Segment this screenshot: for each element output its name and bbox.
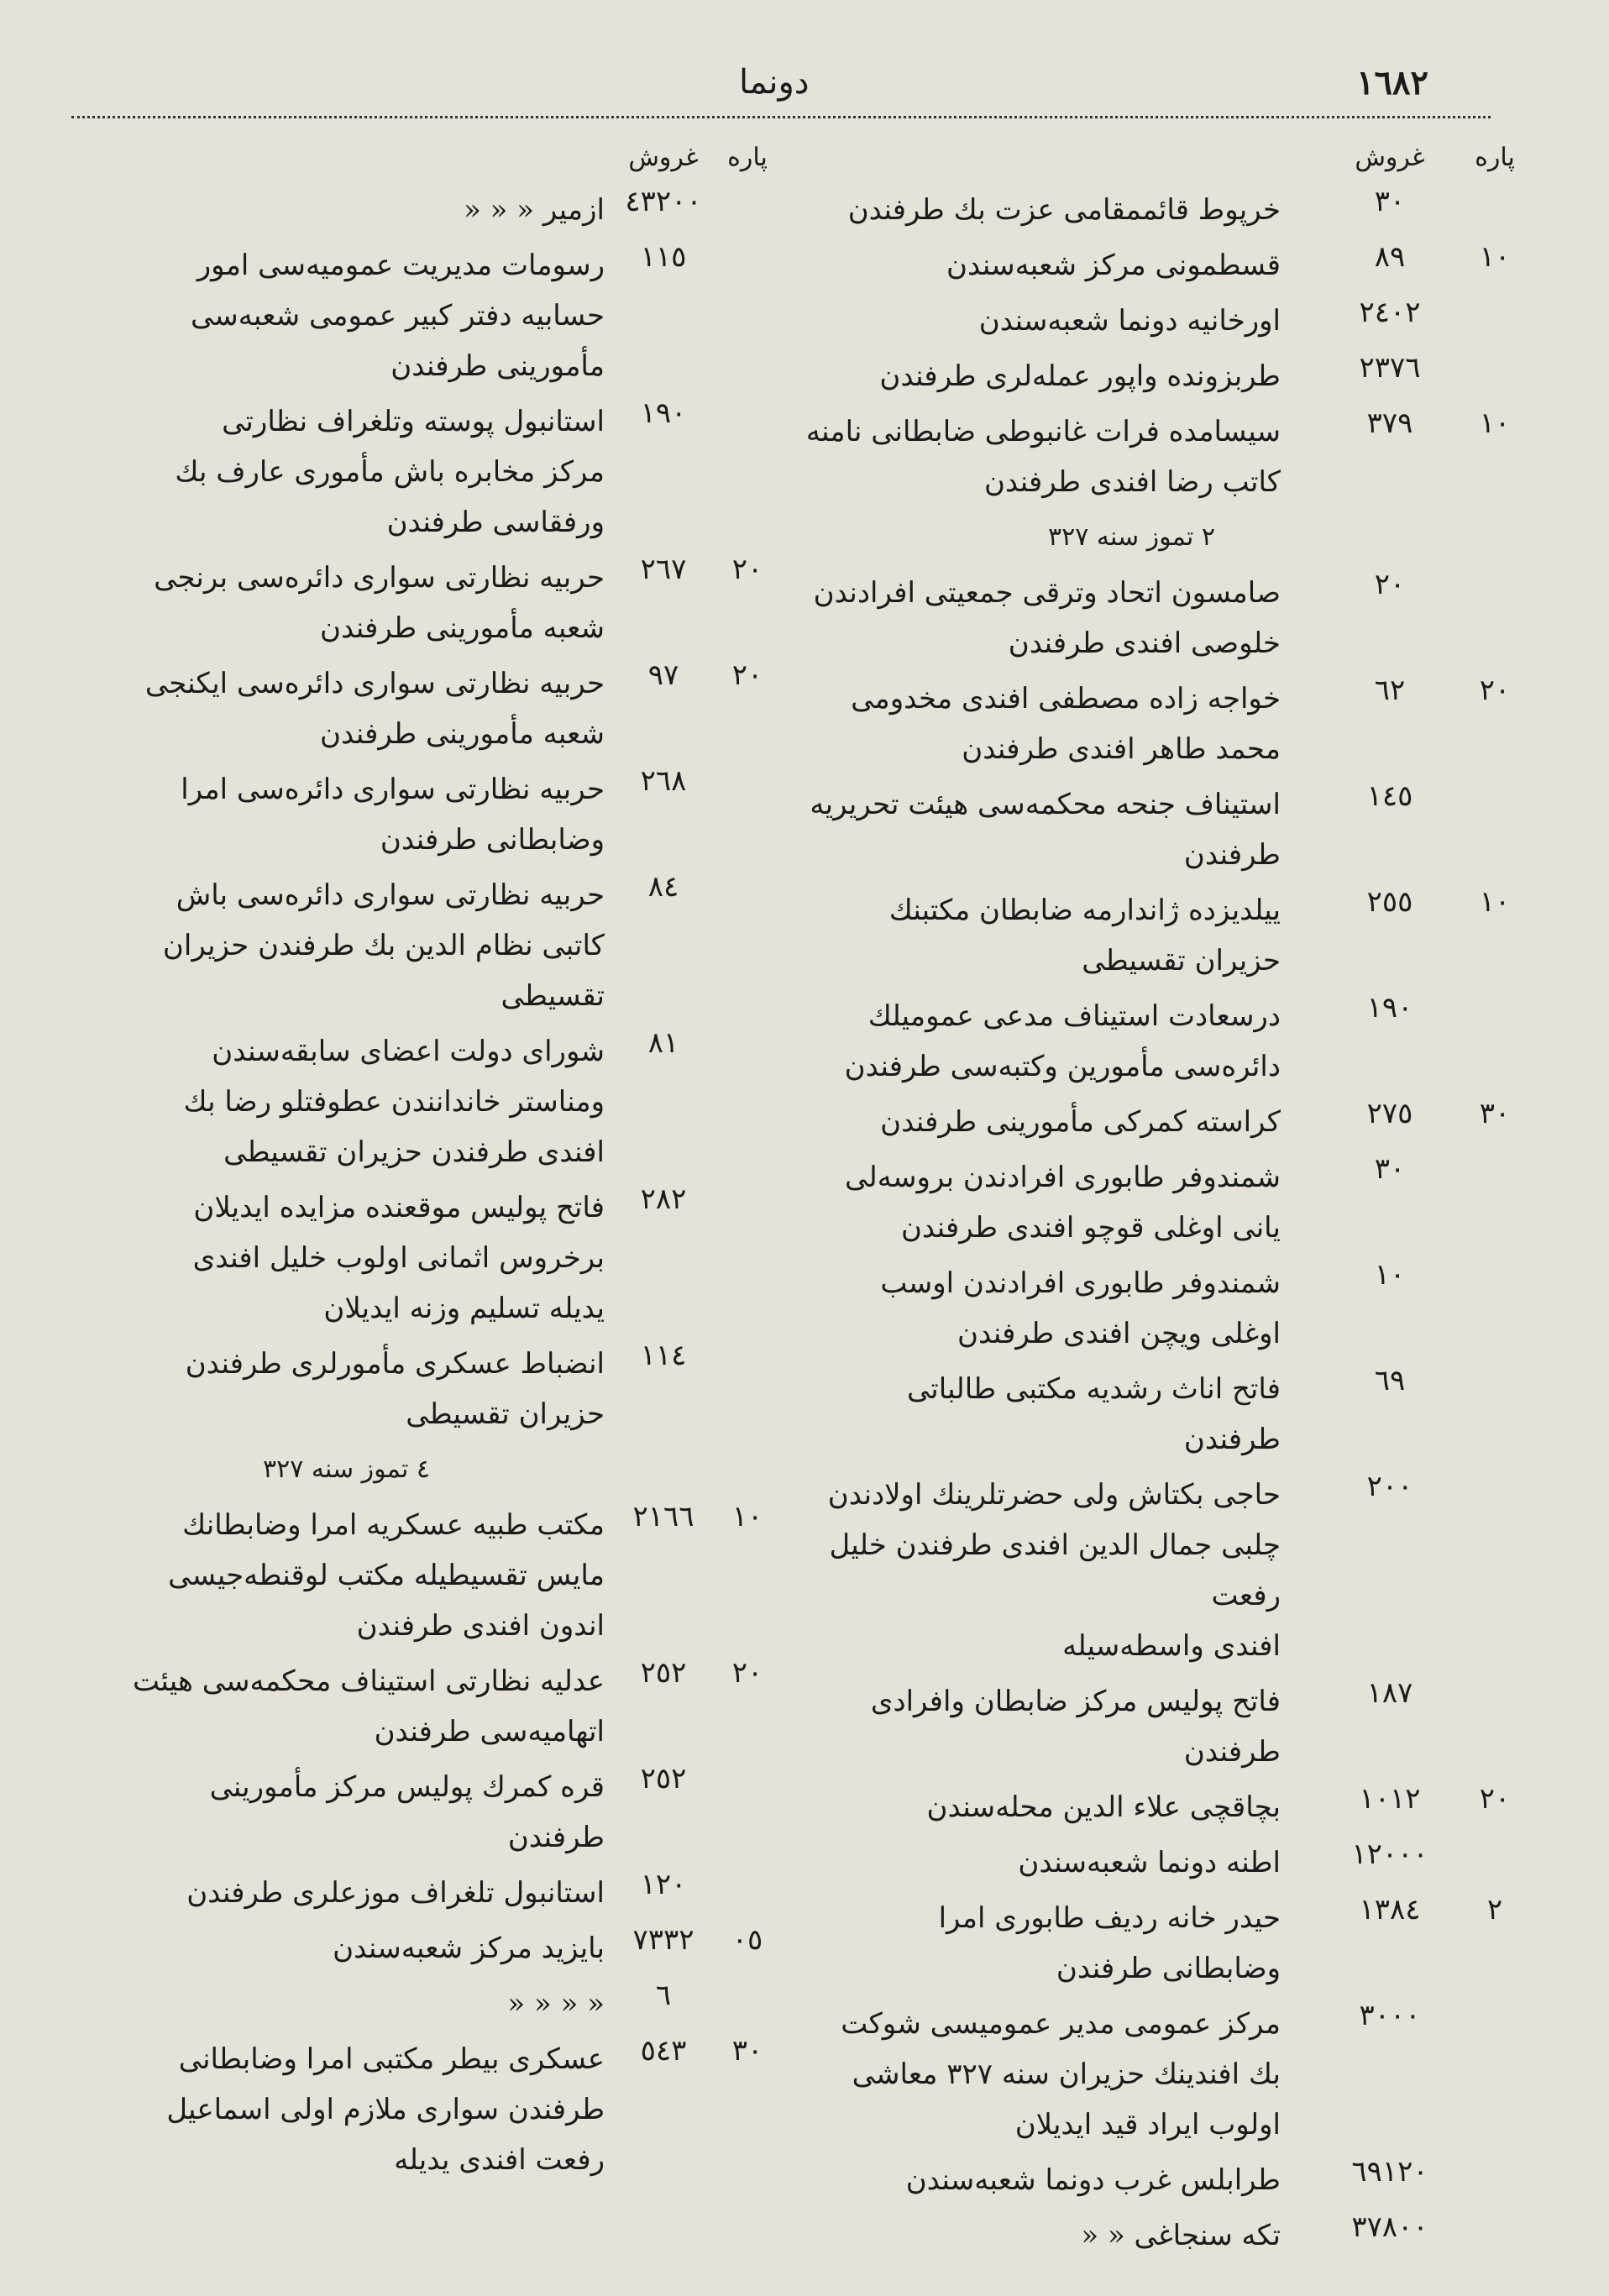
para-amount: ٢٠ bbox=[1479, 674, 1511, 707]
ledger-entry bbox=[88, 240, 773, 391]
entry-description: طربزونده واپور عمله‌لری طرفندن bbox=[879, 359, 1281, 393]
para-amount: ١٠ bbox=[1479, 240, 1511, 274]
entry-description: حاجی بکتاش ولی حضرتلرینك اولادندن چلبی جمال الدین افندی طرفندن خلیل رفعت افندی واسطه‌سیله bbox=[827, 1478, 1281, 1663]
gurush-amount: ٣٠٠٠ bbox=[1359, 1999, 1421, 2032]
gurush-amount: ١٠ bbox=[1374, 1258, 1406, 1292]
ledger-entry bbox=[802, 406, 1511, 507]
ledger-entry bbox=[802, 1676, 1461, 1777]
entry-description: بایزید مرکز شعبه‌سندن bbox=[333, 1932, 605, 1965]
gurush-amount: ٦٩١٢٠ bbox=[1351, 2155, 1428, 2189]
gurush-amount: ١٣٨٤ bbox=[1359, 1893, 1421, 1926]
ledger-entry bbox=[802, 2210, 1461, 2261]
header-rule bbox=[71, 116, 1491, 118]
entry-description: شمندوفر طابوری افرادندن اوسب اوغلی ویچن افندی طرفندن bbox=[880, 1266, 1281, 1350]
entry-description: خواجه زاده مصطفی افندی مخدومی محمد طاهر افندی طرفندن bbox=[851, 682, 1281, 766]
para-amount: ٢٠ bbox=[731, 1656, 763, 1690]
ledger-entry bbox=[88, 1182, 773, 1334]
gurush-amount: ٢١٦٦ bbox=[632, 1500, 694, 1533]
date-text: ٤ تموز سنه ٣٢٧ bbox=[262, 1455, 431, 1484]
gurush-amount: ٧٣٣٢ bbox=[632, 1923, 694, 1957]
entry-description: مکتب طبیه عسکریه امرا وضابطانك مایس تقسیطیله مکتب لوقنطه‌جیسی اندون افندی طرفندن bbox=[168, 1508, 605, 1643]
ledger-entry bbox=[802, 1999, 1461, 2150]
date-text: ٢ تموز سنه ٣٢٧ bbox=[1047, 522, 1216, 552]
entry-description: اورخانیه دونما شعبه‌سندن bbox=[978, 304, 1281, 338]
gurush-amount: ٨٩ bbox=[1374, 240, 1406, 274]
gurush-amount: ٣٠ bbox=[1374, 185, 1406, 218]
entry-description: فاتح پولیس موقعنده مزایده ایدیلان برخروس اثمانی اولوب خلیل افندی یدیله تسلیم وزنه ایدیلان bbox=[192, 1191, 605, 1325]
ledger-entry bbox=[802, 568, 1461, 668]
entry-description: بچاقچی علاء الدین محله‌سندن bbox=[926, 1790, 1281, 1824]
left-column bbox=[88, 143, 773, 2190]
entry-description: رسومات مدیریت عمومیه‌سی امور حسابیه دفتر کبیر عمومی شعبه‌سی مأمورینی طرفندن bbox=[190, 249, 605, 383]
para-amount: ٣٠ bbox=[731, 2034, 763, 2068]
gurush-amount: ٣٠ bbox=[1374, 1152, 1406, 1186]
page-number: ١٦٨٢ bbox=[1356, 63, 1428, 102]
para-header: پاره bbox=[1475, 143, 1515, 172]
ledger-entry bbox=[88, 1656, 773, 1757]
right-column-header bbox=[802, 143, 1515, 185]
entry-description: حربیه نظارتی سواری دائره‌سی باش کاتبی نظام الدین بك طرفندن حزیران تقسیطی bbox=[162, 878, 605, 1013]
gurush-header: غروش bbox=[1355, 143, 1425, 172]
gurush-amount: ٢٠ bbox=[1374, 568, 1406, 601]
entry-description: شورای دولت اعضای سابقه‌سندن ومناستر خاندانندن عطوفتلو رضا بك افندی طرفندن حزیران تقسیطی bbox=[183, 1035, 605, 1169]
gurush-amount: ٢٠٠ bbox=[1366, 1470, 1413, 1503]
ledger-entry bbox=[802, 185, 1461, 235]
ledger-entry bbox=[802, 2155, 1461, 2205]
gurush-amount: ١٨٧ bbox=[1366, 1676, 1413, 1710]
gurush-amount: ٥٤٣ bbox=[640, 2034, 687, 2068]
ledger-entry bbox=[88, 764, 773, 865]
gurush-amount: ٢٥٥ bbox=[1366, 885, 1413, 919]
entry-description: درسعادت استیناف مدعی عمومیلك دائره‌سی مأمورین وکتبه‌سی طرفندن bbox=[844, 999, 1281, 1083]
gurush-amount: ٤٣٢٠٠ bbox=[625, 185, 702, 218]
ledger-entry bbox=[88, 658, 773, 759]
entry-description: حیدر خانه ردیف طابوری امرا وضابطانی طرفندن bbox=[938, 1901, 1281, 1985]
entry-description: استانبول پوسته وتلغراف نظارتی مرکز مخابره باش مأموری عارف بك ورفقاسی طرفندن bbox=[175, 405, 605, 539]
gurush-amount: ٢٨٢ bbox=[640, 1182, 687, 1216]
entry-description: حربیه نظارتی سواری دائره‌سی امرا وضابطانی طرفندن bbox=[181, 773, 605, 857]
entry-description: شمندوفر طابوری افرادندن بروسه‌لی یانی اوغلی قوچو افندی طرفندن bbox=[845, 1161, 1281, 1245]
gurush-amount: ٩٧ bbox=[647, 658, 679, 692]
para-header: پاره bbox=[727, 143, 768, 172]
page-title: دونما bbox=[739, 63, 810, 102]
right-column bbox=[802, 143, 1515, 2266]
entry-description: استانبول تلغراف موزعلری طرفندن bbox=[186, 1876, 605, 1910]
gurush-amount: ٨١ bbox=[647, 1026, 679, 1060]
ledger-entry bbox=[802, 885, 1511, 986]
entry-description: فاتح اناث رشدیه مکتبی طالباتی طرفندن bbox=[906, 1372, 1281, 1456]
ledger-entry bbox=[802, 1782, 1511, 1832]
ledger-entry bbox=[88, 870, 773, 1021]
ledger-entry bbox=[802, 674, 1511, 774]
para-amount: ٢ bbox=[1486, 1893, 1503, 1926]
gurush-amount: ١٩٠ bbox=[1366, 991, 1413, 1025]
gurush-amount: ٢٣٧٦ bbox=[1359, 351, 1421, 385]
gurush-header: غروش bbox=[628, 143, 699, 172]
page-header bbox=[0, 63, 1609, 113]
gurush-amount: ٢٤٠٢ bbox=[1359, 296, 1421, 329]
entry-description: خرپوط قائممقامی عزت بك طرفندن bbox=[847, 193, 1281, 227]
entry-description: انضباط عسکری مأمورلری طرفندن حزیران تقسیطی bbox=[185, 1347, 605, 1431]
gurush-amount: ٦٩ bbox=[1374, 1364, 1406, 1397]
entry-description: حربیه نظارتی سواری دائره‌سی ایکنجی شعبه مأمورینی طرفندن bbox=[144, 667, 605, 751]
entry-description: طرابلس غرب دونما شعبه‌سندن bbox=[905, 2163, 1281, 2197]
ledger-entry bbox=[802, 1258, 1461, 1359]
gurush-amount: ١٩٠ bbox=[640, 396, 687, 430]
ledger-entry bbox=[802, 351, 1461, 401]
ledger-entry bbox=[88, 1979, 773, 2029]
entry-description: قره کمرك پولیس مرکز مأمورینی طرفندن bbox=[209, 1770, 605, 1854]
ledger-entry bbox=[88, 185, 773, 235]
entry-description: اطنه دونما شعبه‌سندن bbox=[1018, 1846, 1281, 1879]
entry-description: استیناف جنحه محکمه‌سی هیئت تحریریه طرفندن bbox=[810, 788, 1281, 872]
gurush-amount: ١٢٠ bbox=[640, 1868, 687, 1901]
ledger-entry bbox=[88, 396, 773, 548]
gurush-amount: ٣٧٨٠٠ bbox=[1351, 2210, 1428, 2244]
ledger-entry bbox=[88, 1868, 773, 1918]
gurush-amount: ٢٥٢ bbox=[640, 1762, 687, 1795]
gurush-amount: ٨٤ bbox=[647, 870, 679, 904]
ledger-entry bbox=[802, 991, 1461, 1092]
left-entries bbox=[88, 185, 773, 2185]
entry-description: عدلیه نظارتی استیناف محکمه‌سی هیئت اتهامیه‌سی طرفندن bbox=[133, 1664, 605, 1748]
date-line bbox=[802, 512, 1461, 563]
para-amount: ٢٠ bbox=[731, 553, 763, 586]
entry-description: ییلدیزده ژاندارمه ضابطان مکتبنك حزیران تقسیطی bbox=[888, 894, 1281, 978]
ledger-entry bbox=[802, 296, 1461, 346]
ledger-entry bbox=[802, 1364, 1461, 1465]
ledger-entry bbox=[88, 1026, 773, 1177]
entry-description: عسکری بیطر مکتبی امرا وضابطانی طرفندن سواری ملازم اولی اسماعیل رفعت افندی یدیله bbox=[166, 2042, 605, 2177]
para-amount: ٠٥ bbox=[731, 1923, 763, 1957]
gurush-amount: ٣٧٩ bbox=[1366, 406, 1413, 440]
para-amount: ٢٠ bbox=[1479, 1782, 1511, 1816]
right-entries bbox=[802, 185, 1511, 2261]
gurush-amount: ١١٥ bbox=[640, 240, 687, 274]
gurush-amount: ١١٤ bbox=[640, 1339, 687, 1372]
ledger-entry bbox=[88, 1923, 773, 1974]
gurush-amount: ٢٧٥ bbox=[1366, 1097, 1413, 1130]
gurush-amount: ١٤٥ bbox=[1366, 779, 1413, 813]
ledger-entry bbox=[88, 2034, 773, 2185]
ledger-entry bbox=[802, 1152, 1461, 1253]
para-amount: ٢٠ bbox=[731, 658, 763, 692]
entry-description: حربیه نظارتی سواری دائره‌سی برنجی شعبه مأمورینی طرفندن bbox=[154, 561, 605, 645]
para-amount: ١٠ bbox=[1479, 885, 1511, 919]
gurush-amount: ٢٦٧ bbox=[640, 553, 687, 586]
gurush-amount: ٦ bbox=[655, 1979, 672, 2012]
date-line bbox=[88, 1444, 773, 1495]
para-amount: ١٠ bbox=[1479, 406, 1511, 440]
entry-description: ازمیر « « « bbox=[464, 193, 605, 227]
ledger-entry bbox=[802, 1893, 1503, 1994]
ledger-entry bbox=[88, 1339, 773, 1439]
entry-description: قسطمونی مرکز شعبه‌سندن bbox=[946, 249, 1281, 282]
ledger-entry bbox=[802, 240, 1511, 291]
entry-description: تکه سنجاغی « « bbox=[1081, 2219, 1281, 2252]
entry-description: سیسامده فرات غانبوطی ضابطانی نامنه کاتب رضا افندی طرفندن bbox=[805, 415, 1281, 499]
ledger-entry bbox=[802, 779, 1461, 880]
left-column-header bbox=[88, 143, 773, 185]
gurush-amount: ٦٢ bbox=[1374, 674, 1406, 707]
ledger-entry bbox=[88, 553, 773, 653]
entry-description: کراسته کمرکی مأمورینی طرفندن bbox=[880, 1105, 1281, 1139]
ledger-entry bbox=[802, 1837, 1461, 1888]
gurush-amount: ١٠١٢ bbox=[1359, 1782, 1421, 1816]
entry-description: فاتح پولیس مرکز ضابطان وافرادی طرفندن bbox=[870, 1685, 1281, 1769]
entry-description: « « « « bbox=[507, 1987, 605, 2021]
ledger-entry bbox=[802, 1097, 1511, 1147]
gurush-amount: ٢٦٨ bbox=[640, 764, 687, 798]
para-amount: ١٠ bbox=[731, 1500, 763, 1533]
gurush-amount: ٢٥٢ bbox=[640, 1656, 687, 1690]
entry-description: مرکز عمومی مدیر عمومیسی شوکت بك افندینك حزیران سنه ٣٢٧ معاشی اولوب ایراد قید ایدیلان bbox=[841, 2007, 1281, 2141]
entry-description: صامسون اتحاد وترقی جمعیتی افرادندن خلوصی افندی طرفندن bbox=[813, 576, 1281, 660]
ledger-entry bbox=[802, 1470, 1461, 1671]
ledger-entry bbox=[88, 1500, 773, 1651]
ledger-entry bbox=[88, 1762, 773, 1863]
gurush-amount: ١٢٠٠٠ bbox=[1351, 1837, 1428, 1871]
para-amount: ٣٠ bbox=[1479, 1097, 1511, 1130]
